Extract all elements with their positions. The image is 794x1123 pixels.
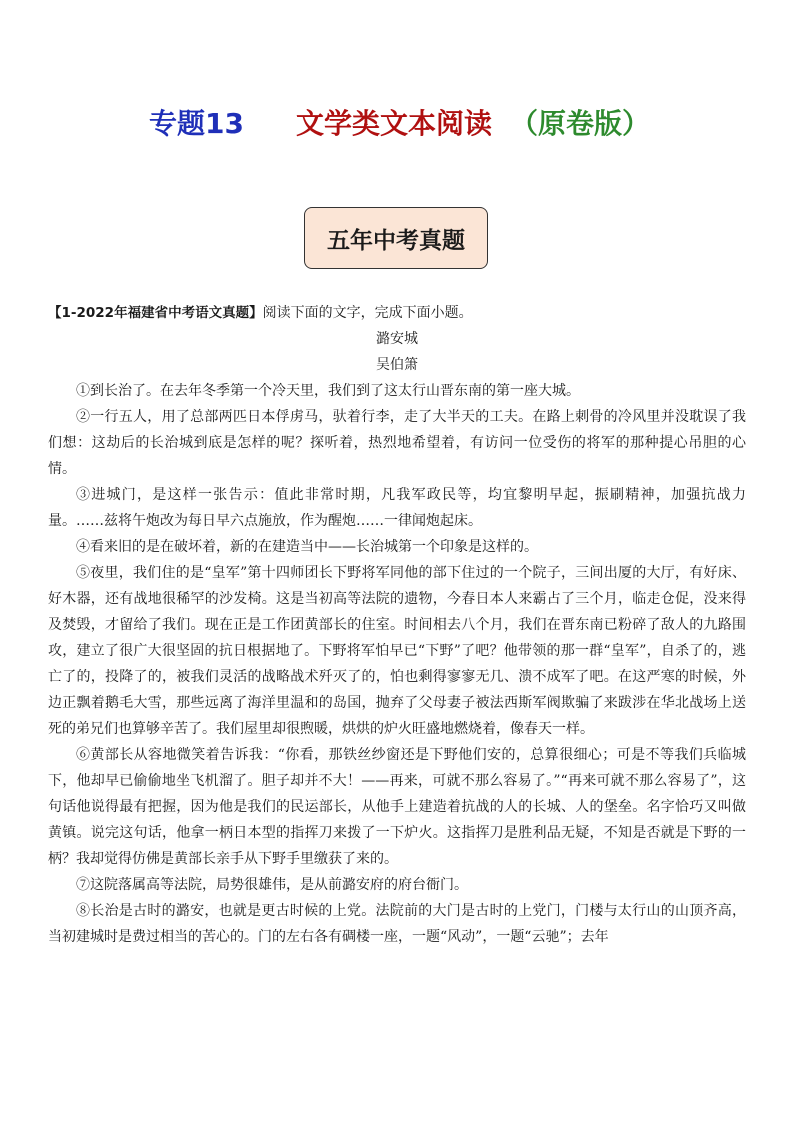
paragraph-4: ④看来旧的是在破坏着，新的在建造当中——长治城第一个印象是这样的。 [76,539,538,555]
question-intro [48,300,746,326]
topic-title: 文学类文本阅读 [296,107,493,140]
question-instruction: 阅读下面的文字，完成下面小题。 [262,305,473,321]
section-header [304,207,488,269]
paragraph-6: ⑥黄部长从容地微笑着告诉我：“你看，那铁丝纱窗还是下野他们安的，总算很细心；可是不等我们兵临城下，他却早已偷偷地坐飞机溜了。胆子却并不大！——再来，可就不那么容易了。”“再来可就不那么容易了”，这句话他说得最有把握，因为他是我们的民运部长，从他手上建造着抗战的人的长城、人的堡垒。名字恰巧又叫做黄镇。说完这句话，他拿一柄日本型的指挥刀来拨了一下炉火。这指挥刀是胜利品无疑，不知是否就是下野的一柄？我却觉得仿佛是黄部长亲手从下野手里缴获了来的。 [48,747,746,867]
document-body [48,300,746,950]
paragraph-5: ⑤夜里，我们住的是“皇军”第十四师团长下野将军同他的部下住过的一个院子，三间出厦的大厅，有好床、好木器，还有战地很稀罕的沙发椅。这是当初高等法院的遗物，今春日本人来霸占了三个月，临走仓促，没来得及焚毁，才留给了我们。现在正是工作团黄部长的住室。时间相去八个月，我们在晋东南已粉碎了敌人的九路围攻，建立了很广大很坚固的抗日根据地了。下野将军怕早已“下野”了吧？他带领的那一群“皇军”，自杀了的，逃亡了的，投降了的，被我们灵活的战略战术歼灭了的，怕也剩得寥寥无几、溃不成军了吧。在这严寒的时候，外边正飘着鹅毛大雪，那些远离了海洋里温和的岛国，抛弃了父母妻子被法西斯军阀欺骗了来跋涉在华北战场上送死的弟兄们也算够辛苦了。我们屋里却很煦暖，烘烘的炉火旺盛地燃烧着，像春天一样。 [48,565,746,737]
edition-label: （原卷版） [510,107,651,140]
paragraph-3: ③进城门，是这样一张告示：值此非常时期，凡我军政民等，均宜黎明早起，振刷精神，加强抗战力量。……兹将午炮改为每日早六点施放，作为醒炮……一律闻炮起床。 [48,487,746,529]
topic-number: 专题13 [149,107,244,140]
paragraph-7: ⑦这院落属高等法院，局势很雄伟，是从前潞安府的府台衙门。 [76,877,468,893]
section-box-label: 五年中考真题 [304,207,488,269]
question-source: 【1-2022年福建省中考语文真题】 [48,305,263,321]
paragraph-2: ②一行五人，用了总部两匹日本俘虏马，驮着行李，走了大半天的工夫。在路上刺骨的冷风里并没耽误了我们想：这劫后的长治城到底是怎样的呢？探听着，热烈地希望着，有访问一位受伤的将军的那种提心吊胆的心情。 [48,409,746,477]
article-title: 潞安城 [376,331,418,347]
paragraph-8: ⑧长治是古时的潞安，也就是更古时候的上党。法院前的大门是古时的上党门，门楼与太行山的山顶齐高，当初建城时是费过相当的苦心的。门的左右各有碉楼一座，一题“风动”，一题“云驰”；去年 [48,903,746,945]
document-title [0,104,794,144]
article-author: 吴伯箫 [376,357,418,373]
paragraph-1: ①到长治了。在去年冬季第一个冷天里，我们到了这太行山晋东南的第一座大城。 [76,383,580,399]
